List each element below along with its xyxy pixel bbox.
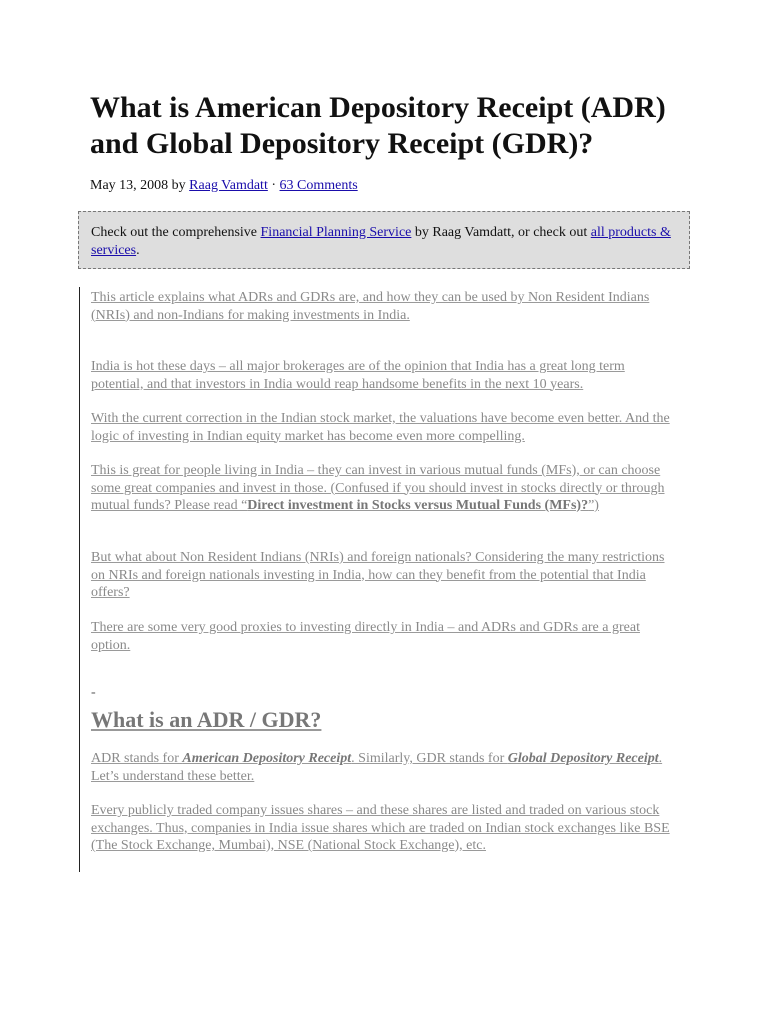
all-products-link[interactable]: all products & services xyxy=(91,225,671,258)
paragraph-proxies[interactable]: There are some very good proxies to investing directly in India – and ADRs and GDRs are a great option. xyxy=(91,620,640,653)
p4-text: This is great for people living in India – they can invest in various mutual funds (MFs), or can choose some great companies and invest in those. (Confused if you should invest in stocks directly or through mutual funds? Please read “ xyxy=(91,463,665,513)
p7-a: ADR stands for xyxy=(91,751,183,766)
paragraph-adr-definition[interactable] xyxy=(91,750,671,785)
financial-planning-link[interactable]: Financial Planning Service xyxy=(260,225,412,240)
callout-text: Check out the comprehensive xyxy=(91,225,261,240)
intro-paragraph[interactable]: This article explains what ADRs and GDRs are, and how they can be used by Non Resident Indians (NRIs) and non-Indians for making investments in India. xyxy=(91,290,650,323)
p7-e: . Let’s understand these better. xyxy=(91,751,663,784)
callout-text-end: . xyxy=(136,243,140,258)
callout-text-middle: by Raag Vamdatt, or check out xyxy=(411,225,591,240)
by-text: by xyxy=(168,178,190,193)
paragraph-shares[interactable]: Every publicly traded company issues shares – and these shares are listed and traded on various stock exchanges. Thus, companies in India issue shares which are traded on Indian stock exchanges like BSE (The Stock Exchange, Mumbai), NSE (National Stock Exchange), etc. xyxy=(91,803,670,853)
comments-link[interactable]: 63 Comments xyxy=(279,178,358,193)
section-heading[interactable]: What is an ADR / GDR? xyxy=(91,707,322,732)
p7-c: . Similarly, GDR stands for xyxy=(351,751,508,766)
page-title: What is American Depository Receipt (ADR) and Global Depository Receipt (GDR)? xyxy=(90,91,666,160)
adr-term: American Depository Receipt xyxy=(182,751,352,766)
p4-end: ”) xyxy=(588,498,599,513)
gdr-term: Global Depository Receipt xyxy=(507,751,659,766)
paragraph-correction[interactable]: With the current correction in the Indian stock market, the valuations have become even better. And the logic of investing in Indian equity market has become even more compelling. xyxy=(91,411,670,444)
article-body xyxy=(79,287,680,872)
meta-separator: · xyxy=(267,178,280,193)
post-meta xyxy=(90,177,358,195)
paragraph-india-hot[interactable]: India is hot these days – all major brokerages are of the opinion that India has a great long term potential, and that investors in India would reap handsome benefits in the next 10 years. xyxy=(91,359,625,392)
paragraph-mutual-funds[interactable] xyxy=(91,462,671,515)
direct-investment-link[interactable]: Direct investment in Stocks versus Mutual Funds (MFs)? xyxy=(247,498,589,513)
author-link[interactable]: Raag Vamdatt xyxy=(189,178,268,193)
paragraph-nri[interactable]: But what about Non Resident Indians (NRIs) and foreign nationals? Considering the many restrictions on NRIs and foreign nationals investing in India, how can they benefit from the potential that India offers? xyxy=(91,550,665,600)
separator-dash: - xyxy=(91,685,96,700)
promo-callout xyxy=(78,211,690,269)
post-date: May 13, 2008 xyxy=(90,178,169,193)
